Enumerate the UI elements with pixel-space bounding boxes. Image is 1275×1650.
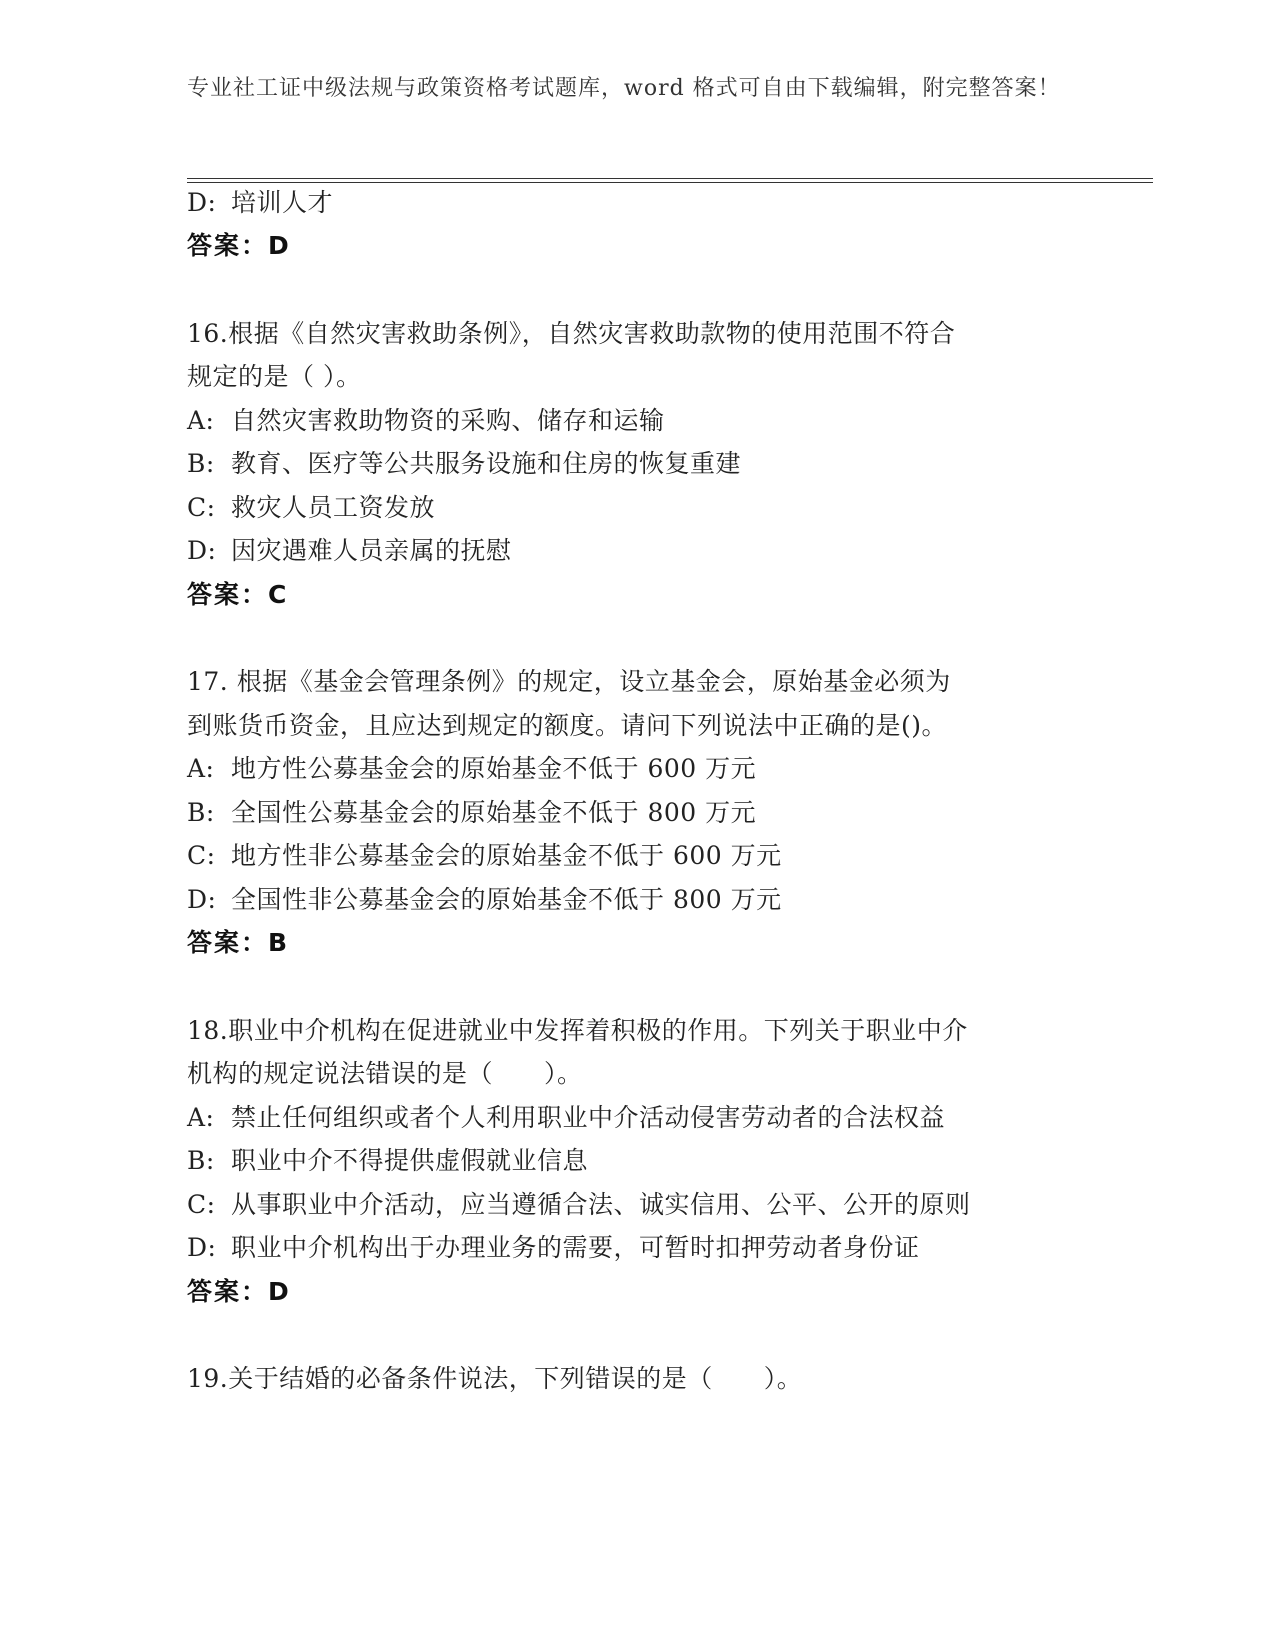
option-prefix: B:: [187, 1146, 215, 1175]
option-prefix: C:: [187, 1190, 216, 1219]
question-16-option-b: [187, 448, 1087, 480]
question-18-option-d: [187, 1232, 1087, 1264]
option-prefix: B:: [187, 449, 215, 478]
question-17-option-c: [187, 840, 1087, 872]
option-text: 地方性公募基金会的原始基金不低于 600 万元: [231, 754, 757, 783]
option-text: 培训人才: [231, 188, 334, 217]
prev-option-d: [187, 187, 1087, 219]
question-16-option-a: [187, 405, 1087, 437]
option-prefix: B:: [187, 798, 215, 827]
question-17-line-2: 到账货币资金，且应达到规定的额度。请问下列说法中正确的是()。: [187, 711, 948, 740]
question-17-line-1: 17. 根据《基金会管理条例》的规定，设立基金会，原始基金必须为: [187, 667, 951, 696]
option-prefix: A:: [187, 1103, 215, 1132]
option-text: 救灾人员工资发放: [231, 493, 436, 522]
option-text: 职业中介不得提供虚假就业信息: [231, 1146, 589, 1175]
option-prefix: C:: [187, 493, 216, 522]
option-text: 地方性非公募基金会的原始基金不低于 600 万元: [231, 841, 782, 870]
question-18-answer: 答案：D: [187, 1277, 291, 1306]
option-prefix: A:: [187, 754, 215, 783]
option-text: 禁止任何组织或者个人利用职业中介活动侵害劳动者的合法权益: [231, 1103, 946, 1132]
question-17-option-b: [187, 797, 1087, 829]
question-18-option-c: [187, 1189, 1087, 1221]
question-17-option-d: [187, 884, 1087, 916]
question-16-option-d: [187, 535, 1087, 567]
prev-answer: 答案：D: [187, 231, 291, 260]
question-16-line-2: 规定的是（ ）。: [187, 362, 362, 391]
question-18-line-2: 机构的规定说法错误的是（ ）。: [187, 1059, 583, 1088]
question-17-answer: 答案：B: [187, 928, 290, 957]
option-prefix: C:: [187, 841, 216, 870]
question-16-option-c: [187, 492, 1087, 524]
question-18-option-a: [187, 1102, 1087, 1134]
header-divider-top: [187, 178, 1153, 179]
option-prefix: D:: [187, 188, 217, 217]
option-text: 全国性非公募基金会的原始基金不低于 800 万元: [231, 885, 782, 914]
option-text: 因灾遇难人员亲属的抚慰: [231, 536, 512, 565]
question-16-line-1: 16.根据《自然灾害救助条例》，自然灾害救助款物的使用范围不符合: [187, 319, 956, 348]
option-prefix: D:: [187, 1233, 217, 1262]
option-prefix: D:: [187, 536, 217, 565]
question-19-line-1: 19.关于结婚的必备条件说法，下列错误的是（ ）。: [187, 1364, 803, 1393]
option-text: 职业中介机构出于办理业务的需要，可暂时扣押劳动者身份证: [231, 1233, 920, 1262]
question-18-line-1: 18.职业中介机构在促进就业中发挥着积极的作用。下列关于职业中介: [187, 1016, 968, 1045]
question-17-option-a: [187, 753, 1087, 785]
option-prefix: D:: [187, 885, 217, 914]
page-header: 专业社工证中级法规与政策资格考试题库，word 格式可自由下载编辑，附完整答案！: [187, 76, 1061, 101]
option-prefix: A:: [187, 406, 215, 435]
question-18-option-b: [187, 1145, 1087, 1177]
header-divider-bottom: [187, 182, 1153, 183]
option-text: 自然灾害救助物资的采购、储存和运输: [231, 406, 665, 435]
option-text: 从事职业中介活动，应当遵循合法、诚实信用、公平、公开的原则: [231, 1190, 971, 1219]
option-text: 全国性公募基金会的原始基金不低于 800 万元: [231, 798, 757, 827]
question-16-answer: 答案：C: [187, 580, 289, 609]
option-text: 教育、医疗等公共服务设施和住房的恢复重建: [231, 449, 742, 478]
